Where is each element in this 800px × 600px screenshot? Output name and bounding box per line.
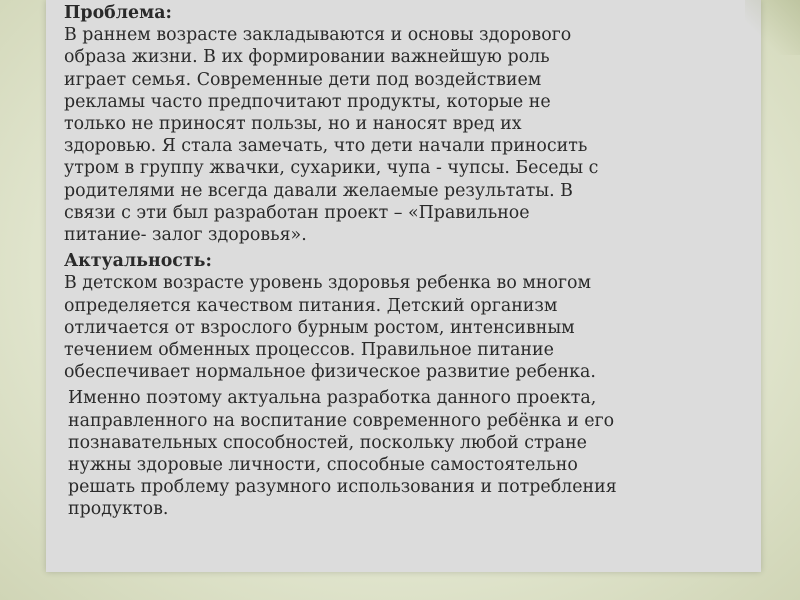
relevance-heading: Актуальность:	[64, 251, 212, 272]
problem-line: рекламы часто предпочитают продукты, которые не	[64, 91, 551, 112]
problem-line: только не приносят пользы, но и наносят вред их	[64, 114, 522, 135]
problem-heading: Проблема:	[64, 3, 172, 23]
problem-paragraph	[64, 24, 754, 246]
relevance-paragraph	[64, 272, 754, 383]
relevance-line: отличается от взрослого бурным ростом, интенсивным	[64, 317, 575, 338]
problem-line: В раннем возрасте закладываются и основы здорового	[64, 25, 572, 46]
problem-line: связи с эти был разработан проект – «Правильное	[64, 202, 530, 223]
problem-line: питание- залог здоровья».	[64, 225, 307, 246]
importance-line: Именно поэтому актуальна разработка данного проекта,	[68, 388, 597, 409]
relevance-line: В детском возрасте уровень здоровья ребенка во многом	[64, 273, 592, 294]
problem-line: утром в группу жвачки, сухарики, чупа - чупсы. Беседы с	[64, 158, 599, 179]
importance-line: решать проблему разумного использования и потребления	[68, 477, 617, 498]
relevance-line: обеспечивает нормальное физическое развитие ребенка.	[64, 362, 596, 383]
problem-line: здоровью. Я стала замечать, что дети начали приносить	[64, 136, 588, 157]
importance-paragraph	[64, 387, 754, 520]
importance-line: продуктов.	[68, 499, 169, 520]
slide-text	[64, 2, 754, 521]
relevance-line: определяется качеством питания. Детский организм	[64, 295, 558, 316]
problem-line: образа жизни. В их формировании важнейшую роль	[64, 47, 550, 68]
problem-line: играет семья. Современные дети под воздействием	[64, 69, 542, 90]
importance-line: познавательных способностей, поскольку любой стране	[68, 432, 587, 453]
importance-line: нужны здоровые личности, способные самостоятельно	[68, 455, 578, 476]
problem-line: родителями не всегда давали желаемые результаты. В	[64, 180, 573, 201]
relevance-line: течением обменных процессов. Правильное питание	[64, 340, 554, 361]
importance-line: направленного на воспитание современного ребёнка и его	[68, 410, 615, 431]
